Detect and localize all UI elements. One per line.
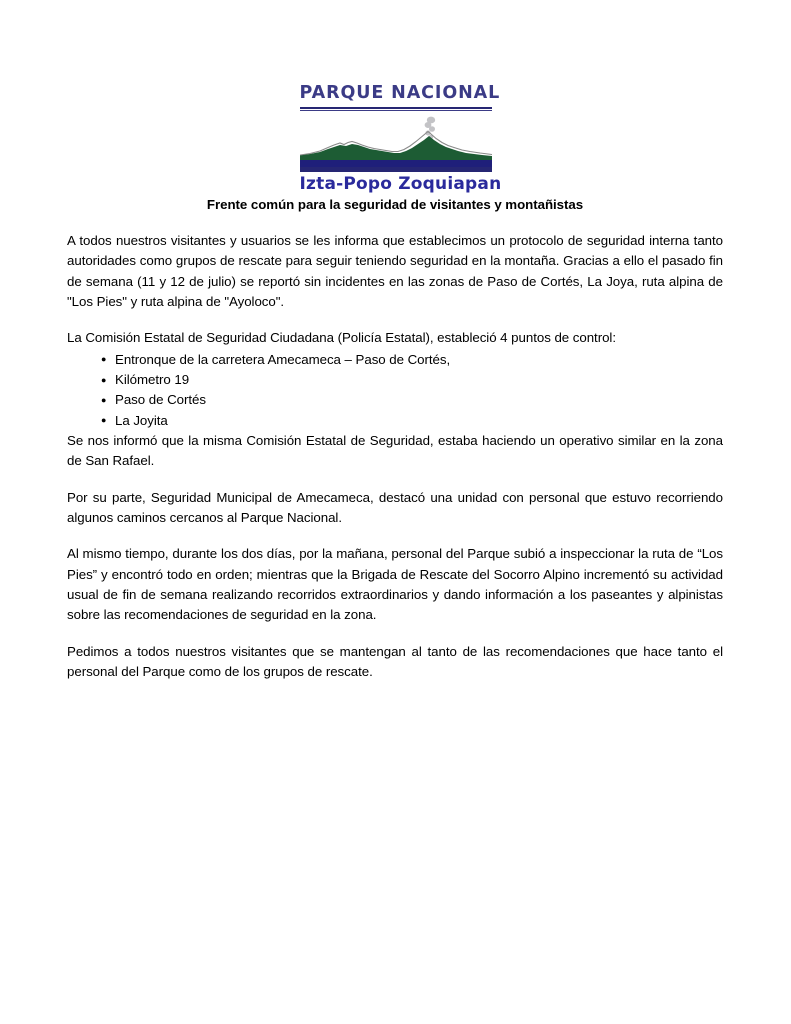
- paragraph-brigada-rescate: Al mismo tiempo, durante los dos días, por la mañana, personal del Parque subió a inspeccionar la ruta de “Los Pies” y encontró todo en orden; mientras que la Brigada de Rescate del Socorro Alpino incrementó su actividad usual de fin de semana realizando recorridos extraordinarios y dando información a los paseantes y alpinistas sobre las recomendaciones de seguridad en la zona.: [67, 546, 723, 623]
- logo-title: PARQUE NACIONAL: [299, 83, 501, 103]
- logo-lockup: [299, 83, 502, 194]
- paragraph-seguridad-municipal: Por su parte, Seguridad Municipal de Amecameca, destacó una unidad con personal que estuvo recorriendo algunos caminos cercanos al Parque Nacional.: [67, 489, 723, 526]
- logo-base-band: [300, 160, 492, 167]
- logo-rule-upper: [300, 107, 492, 109]
- list-item: ● Paso de Cortés: [67, 390, 723, 410]
- list-item: ● Kilómetro 19: [67, 370, 723, 390]
- paragraph-list-intro: La Comisión Estatal de Seguridad Ciudadana (Policía Estatal), estableció 4 puntos de control:: [67, 330, 616, 346]
- logo-rule-upper-thin: [300, 110, 492, 111]
- control-points-list: [67, 350, 723, 431]
- page-title: Frente común para la seguridad de visitantes y montañistas: [206, 197, 584, 212]
- paragraph-intro: A todos nuestros visitantes y usuarios se les informa que establecimos un protocolo de seguridad interna tanto autoridades como grupos de rescate para seguir teniendo seguridad en la montaña. Gracias a ello el pasado fin de semana (11 y 12 de julio) se reportó sin incidentes en las zonas de Paso de Cortés, La Joya, ruta alpina de "Los Pies" y ruta alpina de "Ayoloco".: [67, 232, 723, 309]
- two-volcanoes-icon: [300, 115, 492, 167]
- logo-rule-lower: [300, 167, 492, 172]
- list-item: ● Entronque de la carretera Amecameca – Paso de Cortés,: [67, 350, 723, 370]
- letterhead-logo: [0, 0, 791, 194]
- mountain-silhouette: [300, 136, 492, 161]
- logo-subtitle: Izta-Popo Zoquiapan: [299, 173, 502, 194]
- document-body: [67, 196, 723, 682]
- paragraph-san-rafael: Se nos informó que la misma Comisión Estatal de Seguridad, estaba haciendo un operativo similar en la zona de San Rafael.: [67, 433, 723, 469]
- list-item: ● La Joyita: [67, 411, 723, 431]
- paragraph-closing: Pedimos a todos nuestros visitantes que se mantengan al tanto de las recomendaciones que hace tanto el personal del Parque como de los grupos de rescate.: [67, 643, 723, 680]
